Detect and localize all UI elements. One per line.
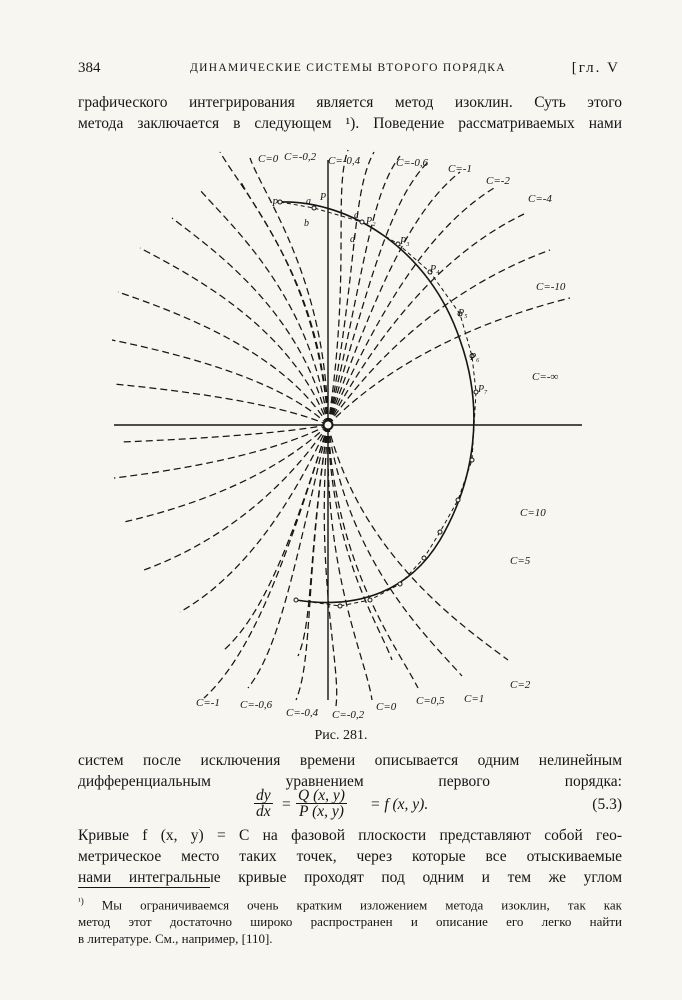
point-label: P₆ <box>470 352 480 363</box>
point-label: a <box>306 196 311 207</box>
construction-point <box>438 530 442 534</box>
isocline-figure <box>100 140 600 730</box>
isocline <box>118 292 328 425</box>
equation-5-3 <box>78 788 622 824</box>
text-line: дифференциальным уравнением первого порядка: <box>78 773 622 790</box>
paragraph-equation-intro <box>78 750 622 792</box>
fraction-numerator: dy <box>256 787 271 804</box>
point-label: P₁ <box>320 192 330 203</box>
isocline-label: C=-0,2 <box>284 151 317 163</box>
text-line: систем после исключения времени описывается одним нелинейным <box>78 752 622 769</box>
point-labels <box>271 192 488 395</box>
chapter-marker: [гл. V <box>571 60 620 76</box>
isocline-label: C=-0,6 <box>396 157 429 169</box>
isocline <box>240 180 328 425</box>
fraction-denominator: P (x, y) <box>299 803 344 820</box>
text-line: нами интегральные кривые проходят под одним и тем же углом <box>78 869 622 886</box>
point-label: P₄ <box>430 264 440 275</box>
isocline <box>124 425 328 522</box>
isocline <box>204 425 328 698</box>
construction-point <box>470 458 474 462</box>
paragraph-isoclines <box>78 825 622 888</box>
footnote-marker: ¹) <box>78 896 84 906</box>
isocline <box>220 152 328 425</box>
isocline <box>248 425 328 688</box>
isocline-diagram <box>100 140 600 730</box>
isocline-label: C=5 <box>510 555 531 567</box>
isocline-label: C=-∞ <box>532 371 559 383</box>
footnote-line <box>78 893 622 913</box>
construction-point <box>338 604 342 608</box>
isocline-label: C=-0,4 <box>286 707 319 719</box>
isocline <box>328 425 418 688</box>
equation-rhs: = f (x, y). <box>370 796 429 813</box>
isocline-label: C=10 <box>520 507 546 519</box>
origin-point <box>324 421 333 430</box>
isocline-labels <box>196 151 566 721</box>
isocline <box>328 188 494 425</box>
isocline <box>328 162 428 425</box>
isocline <box>328 425 462 676</box>
text-line: метода заключается в следующем ¹). Поведение рассматриваемых нами <box>78 115 622 132</box>
fraction-dy-dx <box>254 788 273 820</box>
page-number: 384 <box>78 60 101 76</box>
isocline <box>112 340 328 425</box>
isocline <box>224 425 328 650</box>
isocline <box>122 425 328 442</box>
isocline-label: C=1 <box>464 693 485 705</box>
point-label: P <box>272 198 279 209</box>
construction-point <box>368 598 372 602</box>
isocline-label: C=0 <box>376 701 397 713</box>
isocline <box>140 248 328 425</box>
isocline-label: C=-4 <box>528 193 552 205</box>
isocline <box>298 425 328 656</box>
isocline-label: C=-0,6 <box>240 699 273 711</box>
isocline-label: C=-1 <box>448 163 472 175</box>
isocline <box>250 158 328 425</box>
isocline-label: C=2 <box>510 679 531 691</box>
equals-sign: = <box>282 796 291 813</box>
footnote-text: Мы ограничиваемся очень кратким изложением метода изоклин, так как <box>83 897 622 913</box>
paragraph-intro <box>78 92 622 134</box>
isocline-label: C=-0,2 <box>332 709 365 721</box>
construction-polyline <box>280 202 476 606</box>
point-label: d <box>350 234 355 245</box>
point-label: c <box>354 210 359 221</box>
isocline <box>328 425 392 660</box>
isocline <box>114 384 328 425</box>
fraction-numerator: Q (x, y) <box>298 787 345 804</box>
point-label: P₇ <box>478 384 488 395</box>
construction-point <box>422 556 426 560</box>
text-line: метрическое место таких точек, через которые все отыскиваемые <box>78 848 622 865</box>
figure-caption: Рис. 281. <box>314 728 368 743</box>
isocline <box>328 150 348 425</box>
footnote-line: метод этот достаточно широко распространен и описание его легко найти <box>78 914 622 930</box>
isocline-label: C=-1 <box>196 697 220 709</box>
footnote-line: в литературе. См., например, [110]. <box>78 931 273 947</box>
isocline-lines <box>112 150 570 706</box>
isocline-label: C=0 <box>258 153 279 165</box>
isocline-label: C=-10 <box>536 281 566 293</box>
fraction-q-over-p <box>296 788 347 820</box>
point-label: P₅ <box>458 308 468 319</box>
fraction-denominator: dx <box>256 803 271 820</box>
construction-point <box>398 582 402 586</box>
isocline <box>328 425 508 660</box>
isocline-label: C=-2 <box>486 175 510 187</box>
construction-point <box>278 200 282 204</box>
equation-number: (5.3) <box>592 796 622 813</box>
point-label: P₃ <box>400 236 410 247</box>
construction-point <box>360 220 364 224</box>
text-line: Кривые f (x, y) = C на фазовой плоскости представляют собой гео- <box>78 827 622 844</box>
isocline <box>180 425 328 612</box>
point-label: b <box>304 218 309 229</box>
text-line: графического интегрирования является метод изоклин. Суть этого <box>78 94 622 111</box>
construction-point <box>456 498 460 502</box>
integral-curve <box>278 200 478 608</box>
point-label: P₂ <box>366 216 376 227</box>
construction-point <box>312 206 316 210</box>
isocline <box>328 156 400 425</box>
isocline <box>328 298 570 425</box>
construction-point <box>294 598 298 602</box>
footnote-rule <box>78 887 210 888</box>
isocline-label: C=-0,4 <box>328 155 361 167</box>
isocline <box>324 425 336 706</box>
isocline <box>114 425 328 478</box>
isocline-label: C=0,5 <box>416 695 445 707</box>
running-title: ДИНАМИЧЕСКИЕ СИСТЕМЫ ВТОРОГО ПОРЯДКА <box>190 62 506 74</box>
page-header <box>78 60 620 82</box>
footnote <box>78 893 622 947</box>
coordinate-axes <box>114 160 582 700</box>
isocline <box>144 425 328 570</box>
